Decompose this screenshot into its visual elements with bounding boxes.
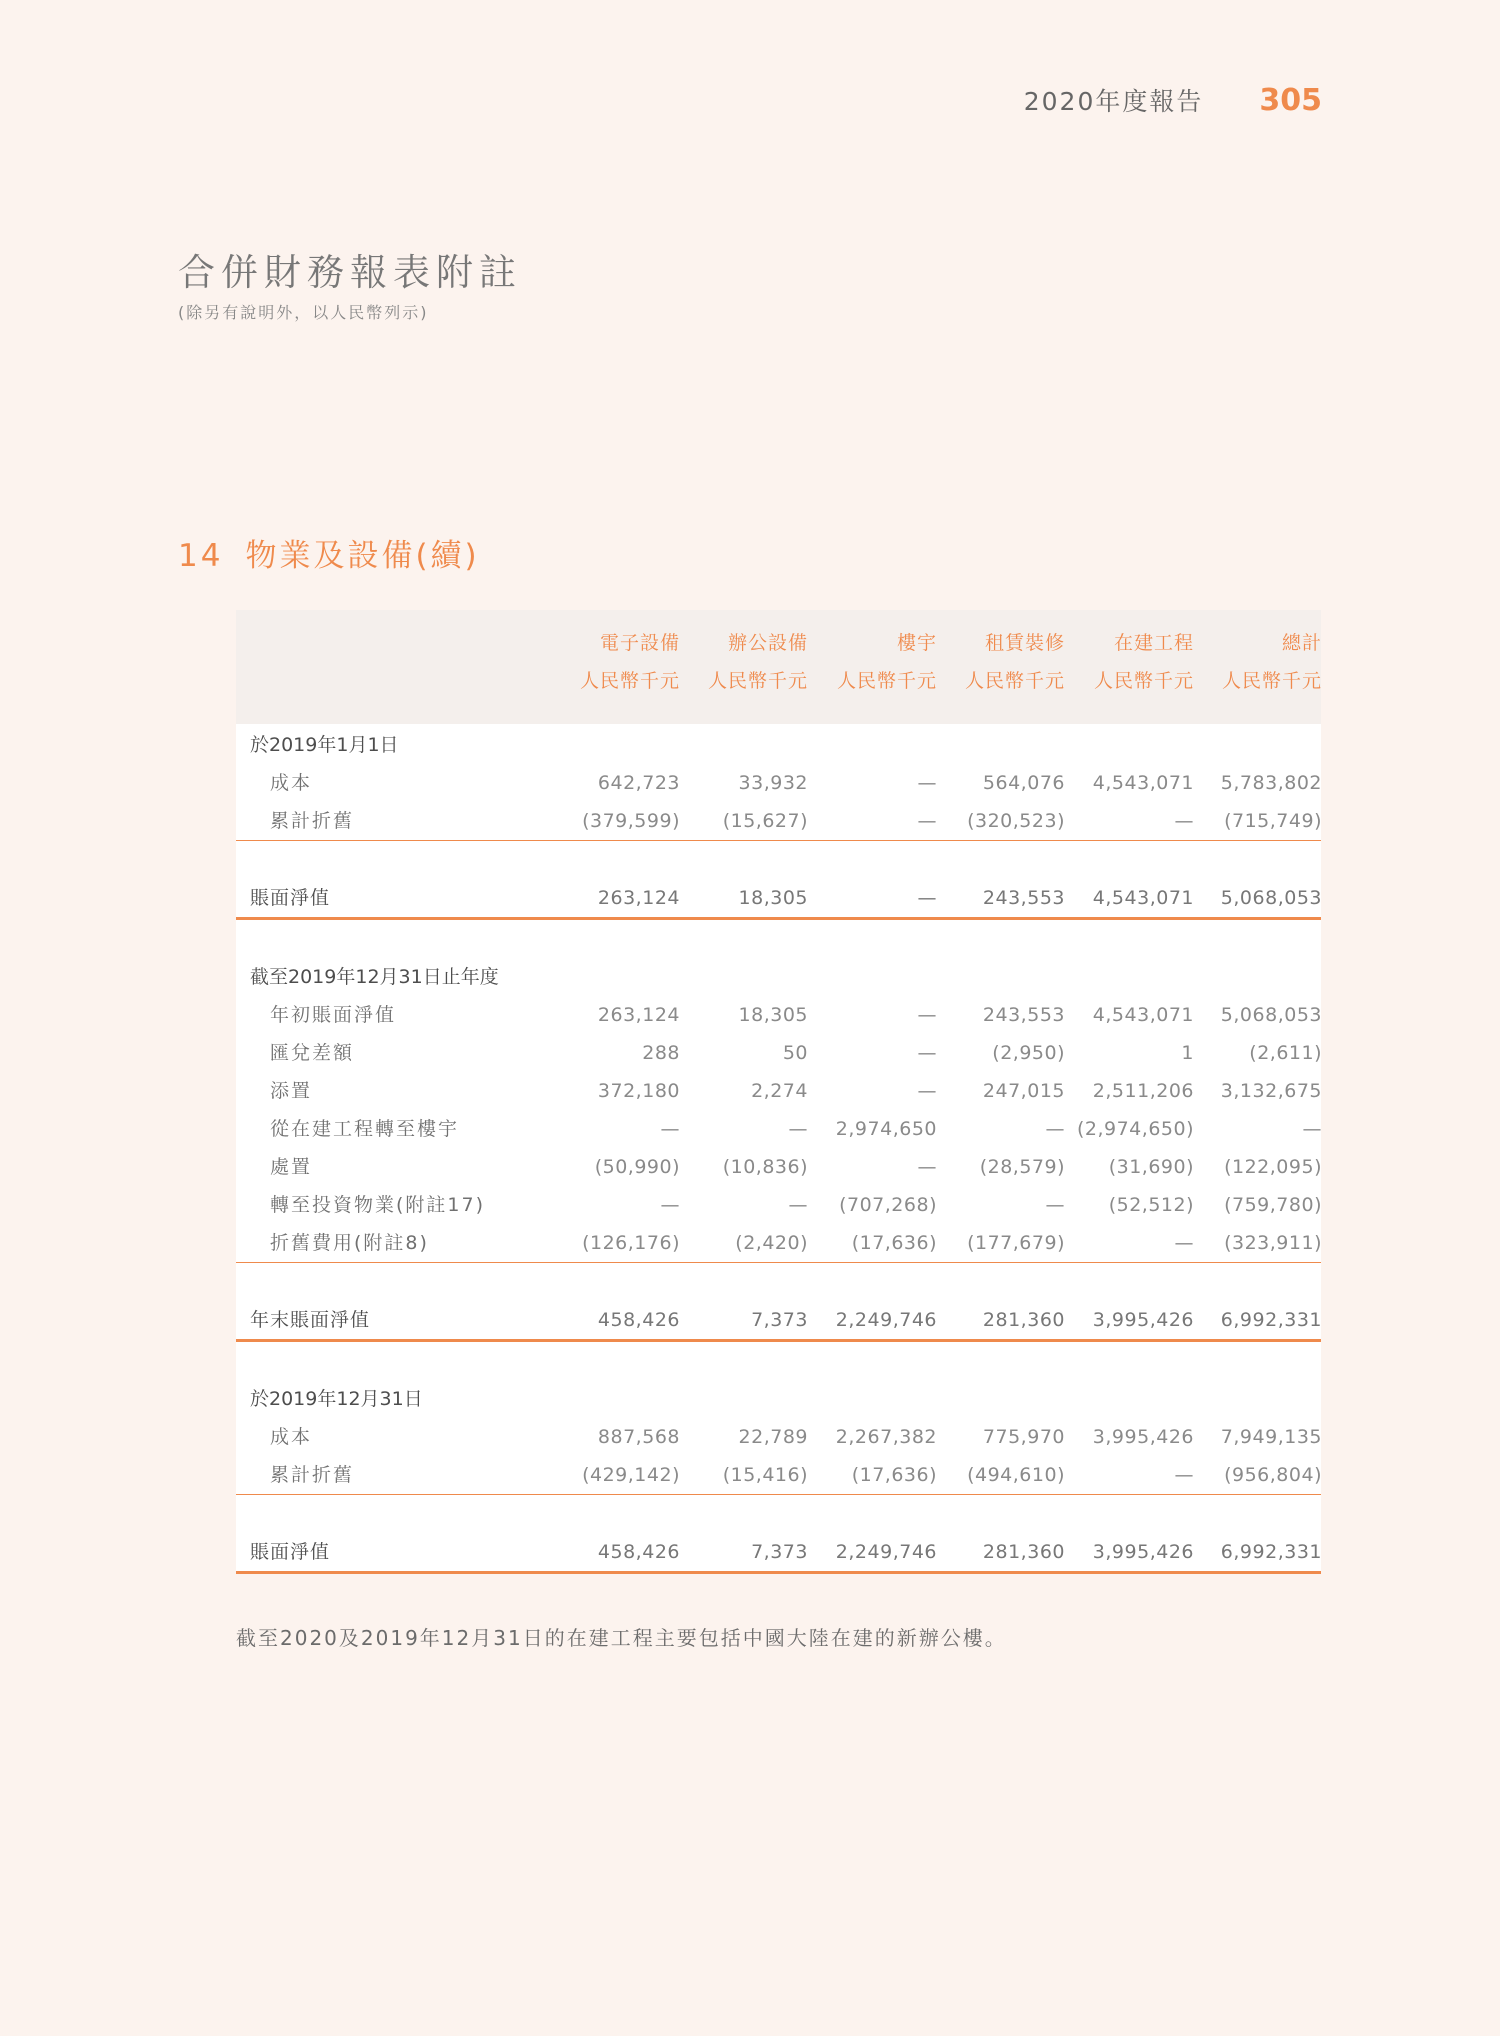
value-cell: — [917, 1080, 937, 1102]
value-cell: 5,783,802 [1220, 772, 1322, 794]
column-unit: 人民幣千元 [1221, 670, 1322, 692]
property-equipment-table [236, 610, 1321, 1574]
row-label: 賬面淨值 [250, 887, 331, 909]
value-cell: — [1045, 1194, 1065, 1216]
row-label: 從在建工程轉至樓宇 [270, 1118, 460, 1140]
row-label: 截至2019年12月31日止年度 [250, 966, 499, 988]
value-cell: 4,543,071 [1092, 772, 1194, 794]
value-cell: 281,360 [982, 1541, 1065, 1563]
column-unit: 人民幣千元 [836, 670, 937, 692]
value-cell: (715,749) [1224, 810, 1322, 832]
value-cell: 5,068,053 [1220, 887, 1322, 909]
value-cell: — [917, 1156, 937, 1178]
value-cell: — [917, 810, 937, 832]
table-row [236, 958, 1321, 996]
value-cell: (126,176) [582, 1232, 680, 1254]
value-cell: 6,992,331 [1220, 1541, 1322, 1563]
table-row [236, 1301, 1321, 1339]
note-heading [178, 530, 480, 575]
total-divider [236, 1571, 1321, 1574]
column-name: 樓宇 [896, 632, 937, 654]
value-cell: — [660, 1194, 680, 1216]
value-cell: (494,610) [967, 1464, 1065, 1486]
table-row [236, 1034, 1321, 1072]
table-row [236, 1224, 1321, 1262]
value-cell: (379,599) [582, 810, 680, 832]
value-cell: — [1174, 1232, 1194, 1254]
value-cell: 288 [642, 1042, 680, 1064]
row-label: 折舊費用(附註8) [270, 1232, 429, 1254]
column-header [936, 624, 1065, 700]
table-row [236, 1072, 1321, 1110]
column-header [679, 624, 808, 700]
value-cell: 372,180 [597, 1080, 680, 1102]
row-label: 成本 [270, 1426, 313, 1448]
value-cell: 243,553 [982, 1004, 1065, 1026]
value-cell: (50,990) [594, 1156, 680, 1178]
value-cell: 2,249,746 [835, 1309, 937, 1331]
table-row [236, 1418, 1321, 1456]
row-label: 轉至投資物業(附註17) [270, 1194, 486, 1216]
value-cell: — [788, 1194, 808, 1216]
value-cell: 7,949,135 [1220, 1426, 1322, 1448]
value-cell: 2,267,382 [835, 1426, 937, 1448]
section-title: 合併財務報表附註 [178, 251, 522, 294]
table-row [236, 1380, 1321, 1418]
table-body [236, 724, 1321, 1574]
value-cell: (2,950) [992, 1042, 1065, 1064]
value-cell: 3,995,426 [1092, 1541, 1194, 1563]
value-cell: (122,095) [1224, 1156, 1322, 1178]
column-name: 辦公設備 [727, 632, 808, 654]
table-row [236, 1148, 1321, 1186]
value-cell: (956,804) [1224, 1464, 1322, 1486]
value-cell: 4,543,071 [1092, 887, 1194, 909]
value-cell: — [1174, 810, 1194, 832]
column-name: 在建工程 [1113, 632, 1194, 654]
value-cell: 18,305 [738, 1004, 808, 1026]
value-cell: (323,911) [1224, 1232, 1322, 1254]
value-cell: (10,836) [722, 1156, 808, 1178]
value-cell: 7,373 [751, 1309, 808, 1331]
page-number: 305 [1259, 83, 1322, 118]
value-cell: (320,523) [967, 810, 1065, 832]
value-cell: (31,690) [1108, 1156, 1194, 1178]
table-header [236, 610, 1321, 724]
table-row [236, 726, 1321, 764]
row-label: 於2019年1月1日 [250, 734, 399, 756]
value-cell: — [660, 1118, 680, 1140]
row-label: 處置 [270, 1156, 313, 1178]
table-row [236, 996, 1321, 1034]
column-unit: 人民幣千元 [707, 670, 808, 692]
value-cell: — [1174, 1464, 1194, 1486]
row-label: 成本 [270, 772, 313, 794]
value-cell: (759,780) [1224, 1194, 1322, 1216]
value-cell: 33,932 [738, 772, 808, 794]
value-cell: 281,360 [982, 1309, 1065, 1331]
value-cell: 5,068,053 [1220, 1004, 1322, 1026]
report-title: 2020年度報告 [1023, 87, 1204, 116]
value-cell: 887,568 [597, 1426, 680, 1448]
table-row [236, 1186, 1321, 1224]
value-cell: 2,511,206 [1092, 1080, 1194, 1102]
value-cell: 263,124 [597, 1004, 680, 1026]
value-cell: (2,974,650) [1076, 1118, 1194, 1140]
value-cell: — [917, 887, 937, 909]
row-label: 賬面淨值 [250, 1541, 331, 1563]
column-header [1065, 624, 1194, 700]
value-cell: 7,373 [751, 1541, 808, 1563]
table-row [236, 879, 1321, 917]
value-cell: 564,076 [982, 772, 1065, 794]
value-cell: — [917, 772, 937, 794]
table-row [236, 802, 1321, 840]
value-cell: 3,995,426 [1092, 1309, 1194, 1331]
column-unit: 人民幣千元 [579, 670, 680, 692]
value-cell: 2,974,650 [835, 1118, 937, 1140]
column-header [551, 624, 680, 700]
row-label: 年末賬面淨值 [250, 1309, 371, 1331]
value-cell: (28,579) [979, 1156, 1065, 1178]
value-cell: — [1302, 1118, 1322, 1140]
value-cell: 3,995,426 [1092, 1426, 1194, 1448]
note-title: 物業及設備(續) [245, 538, 480, 574]
value-cell: — [917, 1004, 937, 1026]
column-name: 電子設備 [599, 632, 680, 654]
value-cell: 1 [1181, 1042, 1194, 1064]
value-cell: 18,305 [738, 887, 808, 909]
table-row [236, 764, 1321, 802]
row-label: 累計折舊 [270, 1464, 355, 1486]
value-cell: 243,553 [982, 887, 1065, 909]
value-cell: (2,420) [735, 1232, 808, 1254]
value-cell: 247,015 [982, 1080, 1065, 1102]
table-row [236, 1533, 1321, 1571]
row-label: 累計折舊 [270, 810, 355, 832]
value-cell: (429,142) [582, 1464, 680, 1486]
column-unit: 人民幣千元 [1093, 670, 1194, 692]
column-name: 租賃裝修 [984, 632, 1065, 654]
value-cell: (52,512) [1108, 1194, 1194, 1216]
value-cell: — [788, 1118, 808, 1140]
value-cell: 458,426 [597, 1309, 680, 1331]
value-cell: 6,992,331 [1220, 1309, 1322, 1331]
column-header [808, 624, 937, 700]
value-cell: 263,124 [597, 887, 680, 909]
column-name: 總計 [1281, 632, 1322, 654]
value-cell: (2,611) [1249, 1042, 1322, 1064]
value-cell: (17,636) [851, 1232, 937, 1254]
row-label: 年初賬面淨值 [270, 1004, 397, 1026]
section-subtitle: (除另有說明外，以人民幣列示) [178, 303, 429, 322]
value-cell: 50 [782, 1042, 808, 1064]
value-cell: (15,416) [722, 1464, 808, 1486]
table-row [236, 1110, 1321, 1148]
row-label: 匯兌差額 [270, 1042, 355, 1064]
column-unit: 人民幣千元 [964, 670, 1065, 692]
page-header [1024, 82, 1322, 118]
value-cell: 22,789 [738, 1426, 808, 1448]
row-label: 於2019年12月31日 [250, 1388, 423, 1410]
value-cell: 2,274 [751, 1080, 808, 1102]
value-cell: 2,249,746 [835, 1541, 937, 1563]
value-cell: — [917, 1042, 937, 1064]
value-cell: 3,132,675 [1220, 1080, 1322, 1102]
footnote: 截至2020及2019年12月31日的在建工程主要包括中國大陸在建的新辦公樓。 [236, 1626, 1007, 1650]
column-header [1193, 624, 1322, 700]
value-cell: (17,636) [851, 1464, 937, 1486]
value-cell: 4,543,071 [1092, 1004, 1194, 1026]
value-cell: (707,268) [839, 1194, 937, 1216]
note-number: 14 [178, 538, 224, 574]
row-label: 添置 [270, 1080, 313, 1102]
table-row [236, 1456, 1321, 1494]
value-cell: — [1045, 1118, 1065, 1140]
value-cell: 642,723 [597, 772, 680, 794]
value-cell: 775,970 [982, 1426, 1065, 1448]
value-cell: (15,627) [722, 810, 808, 832]
value-cell: 458,426 [597, 1541, 680, 1563]
value-cell: (177,679) [967, 1232, 1065, 1254]
